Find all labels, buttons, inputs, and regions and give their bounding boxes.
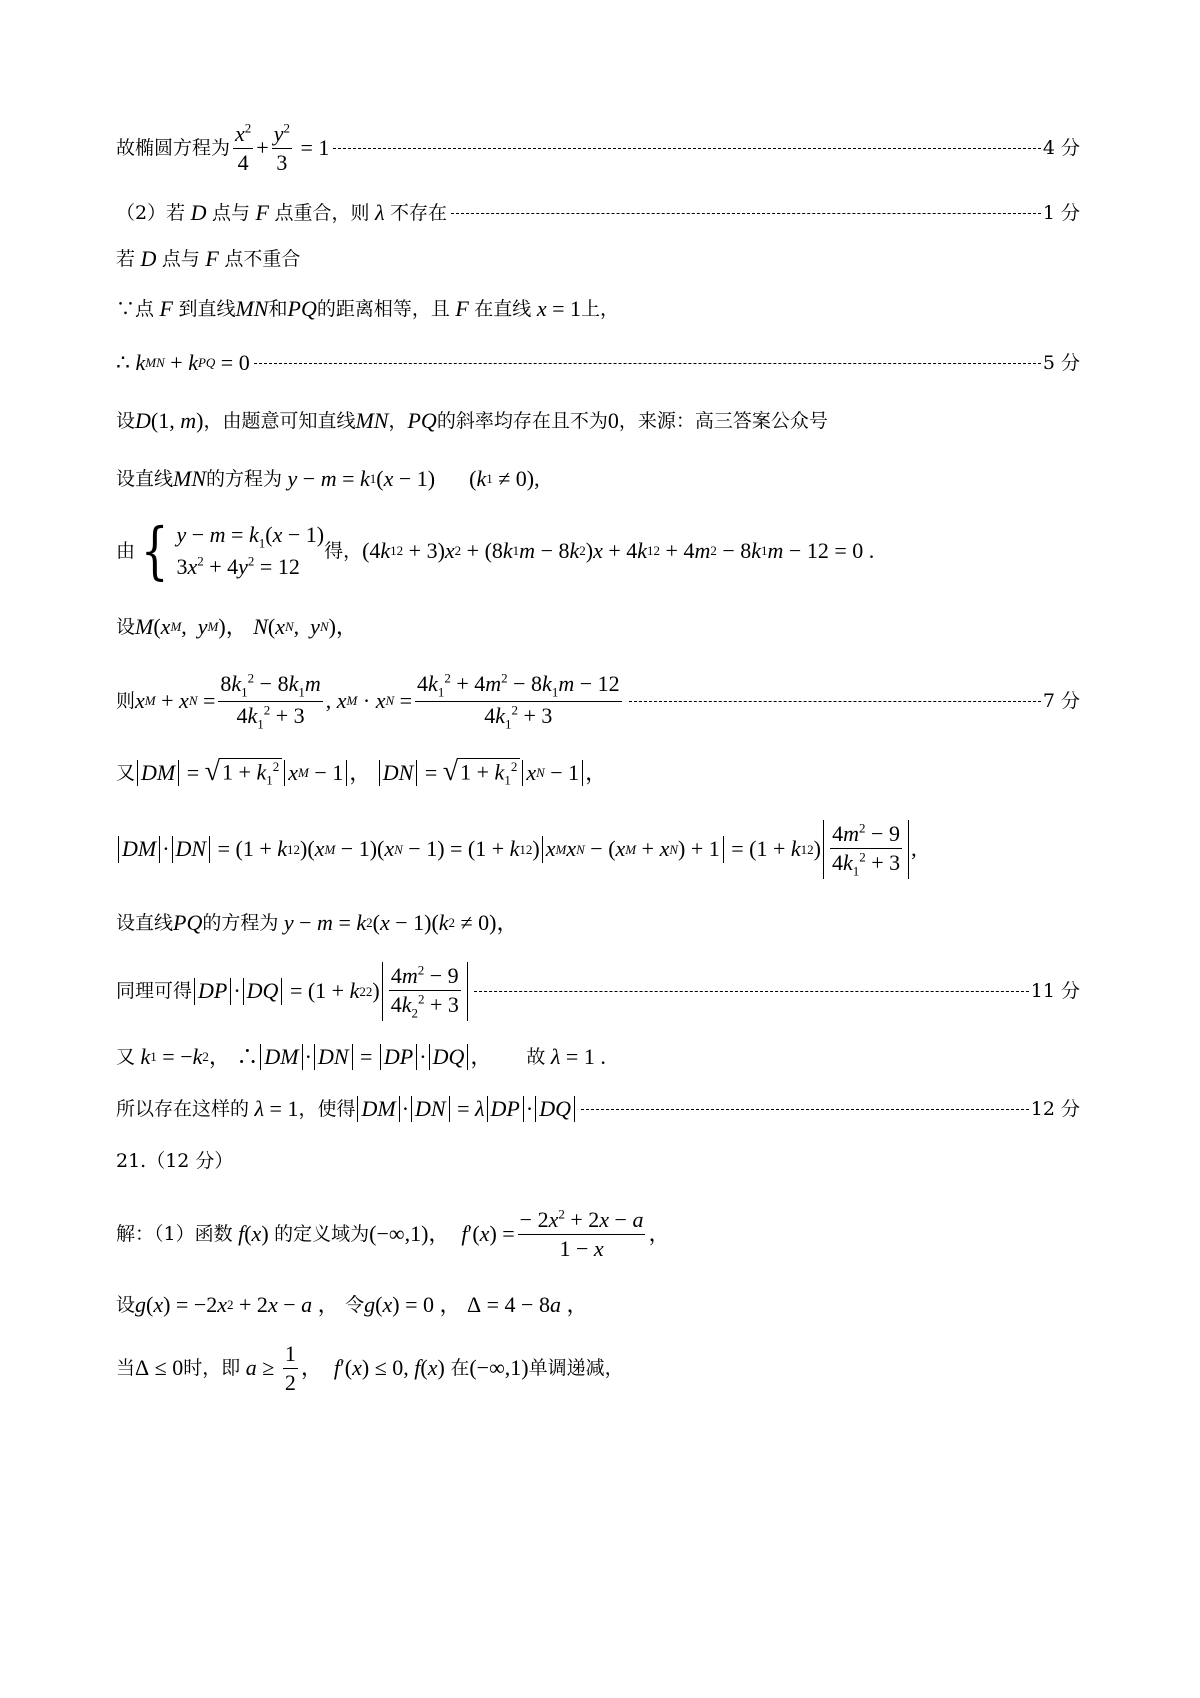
vieta-line: 则 x M + x N = $\frac{8k_1^2 - 8k_1m}{4k_1^2 + 3}$ , x M · x N = $\frac{4k_1^2 + 4m^2 - 8k_1m - 12}{4k_1^2 + 3}$ 7 分 — [116, 670, 1080, 732]
case-coincide-line: （2）若 D 点与 F 点重合，则 λ 不存在 1 分 — [116, 200, 1080, 225]
set-g-line: 设 g ( x ) = −2 x 2 + 2 x − a ， 令 g ( x ) = 0 ， Δ = 4 − 8 a ， — [116, 1292, 589, 1317]
leader-dashes — [333, 148, 1040, 149]
slope-sum-line: ∴ k MN + k PQ = 0 5 分 — [116, 350, 1080, 375]
final-line: 所以存在这样的 λ = 1 ，使得 DM · DN = λ DP · DQ 12 分 — [116, 1096, 1080, 1121]
distance-equal-line: ∵点 F 到直线 MN 和 PQ 的距离相等，且 F 在直线 x = 1 上， — [116, 296, 620, 321]
equation-system: { $y - m = k_1(x - 1)$ $3x^2 + 4y^2 = 12$ — [140, 514, 325, 587]
system-line: 由 { $y - m = k_1(x - 1)$ $3x^2 + 4y^2 = 12$ 得， (4 k 1 2 + 3) x 2 + (8 k 1 m − 8 k 2 ) x + 4 k 1 2 + 4 m 2 − 8 k 1 m − 12 = 0 . — [116, 514, 875, 587]
case-not-coincide-line: 若 D 点与 F 点不重合 — [116, 246, 301, 271]
question-21-heading: 21.（12 分） — [116, 1150, 234, 1172]
line-pq-equation: 设直线 PQ 的方程为 y − m = k 2 ( x − 1)( k 2 ≠ 0)， — [116, 910, 519, 935]
product-line: DM · DN = (1 + k 1 2 )( x M − 1)( x N − 1) = (1 + k 1 2 ) x M x N − ( x M + x N ) + 1 = (1 + k 1 2 ) $\frac{4m^2 - 9}{4k_1^2 + 3}$ , — [116, 820, 1080, 879]
score-label: 1 分 — [1042, 201, 1080, 224]
solution-domain-line: 解：（1）函数 f ( x ) 的定义域为 (−∞,1)， f ′( x ) = $\frac{- 2x^2 + 2x - a}{1 - x}$ ， — [116, 1206, 671, 1261]
case-delta-line: 当 Δ ≤ 0 时，即 a ≥ $\frac{1}{2}$ ， f ′( x ) ≤ 0, f ( x ) 在 (−∞,1) 单调递减， — [116, 1341, 624, 1395]
distance-line: 又 DM = √ $1 + k_1^2$ x M − 1 ， DN = √ $1 + k_1^2$ x N − 1 ， — [116, 756, 608, 788]
score-label: 5 分 — [1042, 351, 1080, 374]
line-mn-equation: 设直线 MN 的方程为 y − m = k 1 ( x − 1) ( k 1 ≠ 0), — [116, 466, 540, 491]
score-label: 11 分 — [1030, 980, 1080, 1003]
score-label: 7 分 — [1042, 689, 1080, 712]
ellipse-equation: $\frac{x^2}{4}$ + $\frac{y^2}{3}$ = 1 — [235, 120, 330, 175]
conclusion-line: 又 k 1 = − k 2 ， ∴ DM · DN = DP · DQ ， 故 λ = 1 . — [116, 1044, 606, 1069]
similar-product-line: 同理可得 DP · DQ = (1 + k 2 2 ) $\frac{4m^2 - 9}{4k_2^2 + 3}$ 11 分 — [116, 962, 1080, 1020]
score-label: 12 分 — [1030, 1097, 1080, 1120]
score-label: 4 分 — [1042, 136, 1080, 159]
set-points-line: 设 M ( x M , y M )， N ( x N , y N )， — [116, 614, 358, 639]
ellipse-equation-line: 故椭圆方程为 $\frac{x^2}{4}$ + $\frac{y^2}{3}$ = 1 4 分 — [116, 120, 1080, 175]
set-d-line: 设 D (1, m ) ，由题意可知直线 MN ， PQ 的斜率均存在且不为 0 ，来源：高三答案公众号 — [116, 408, 828, 433]
